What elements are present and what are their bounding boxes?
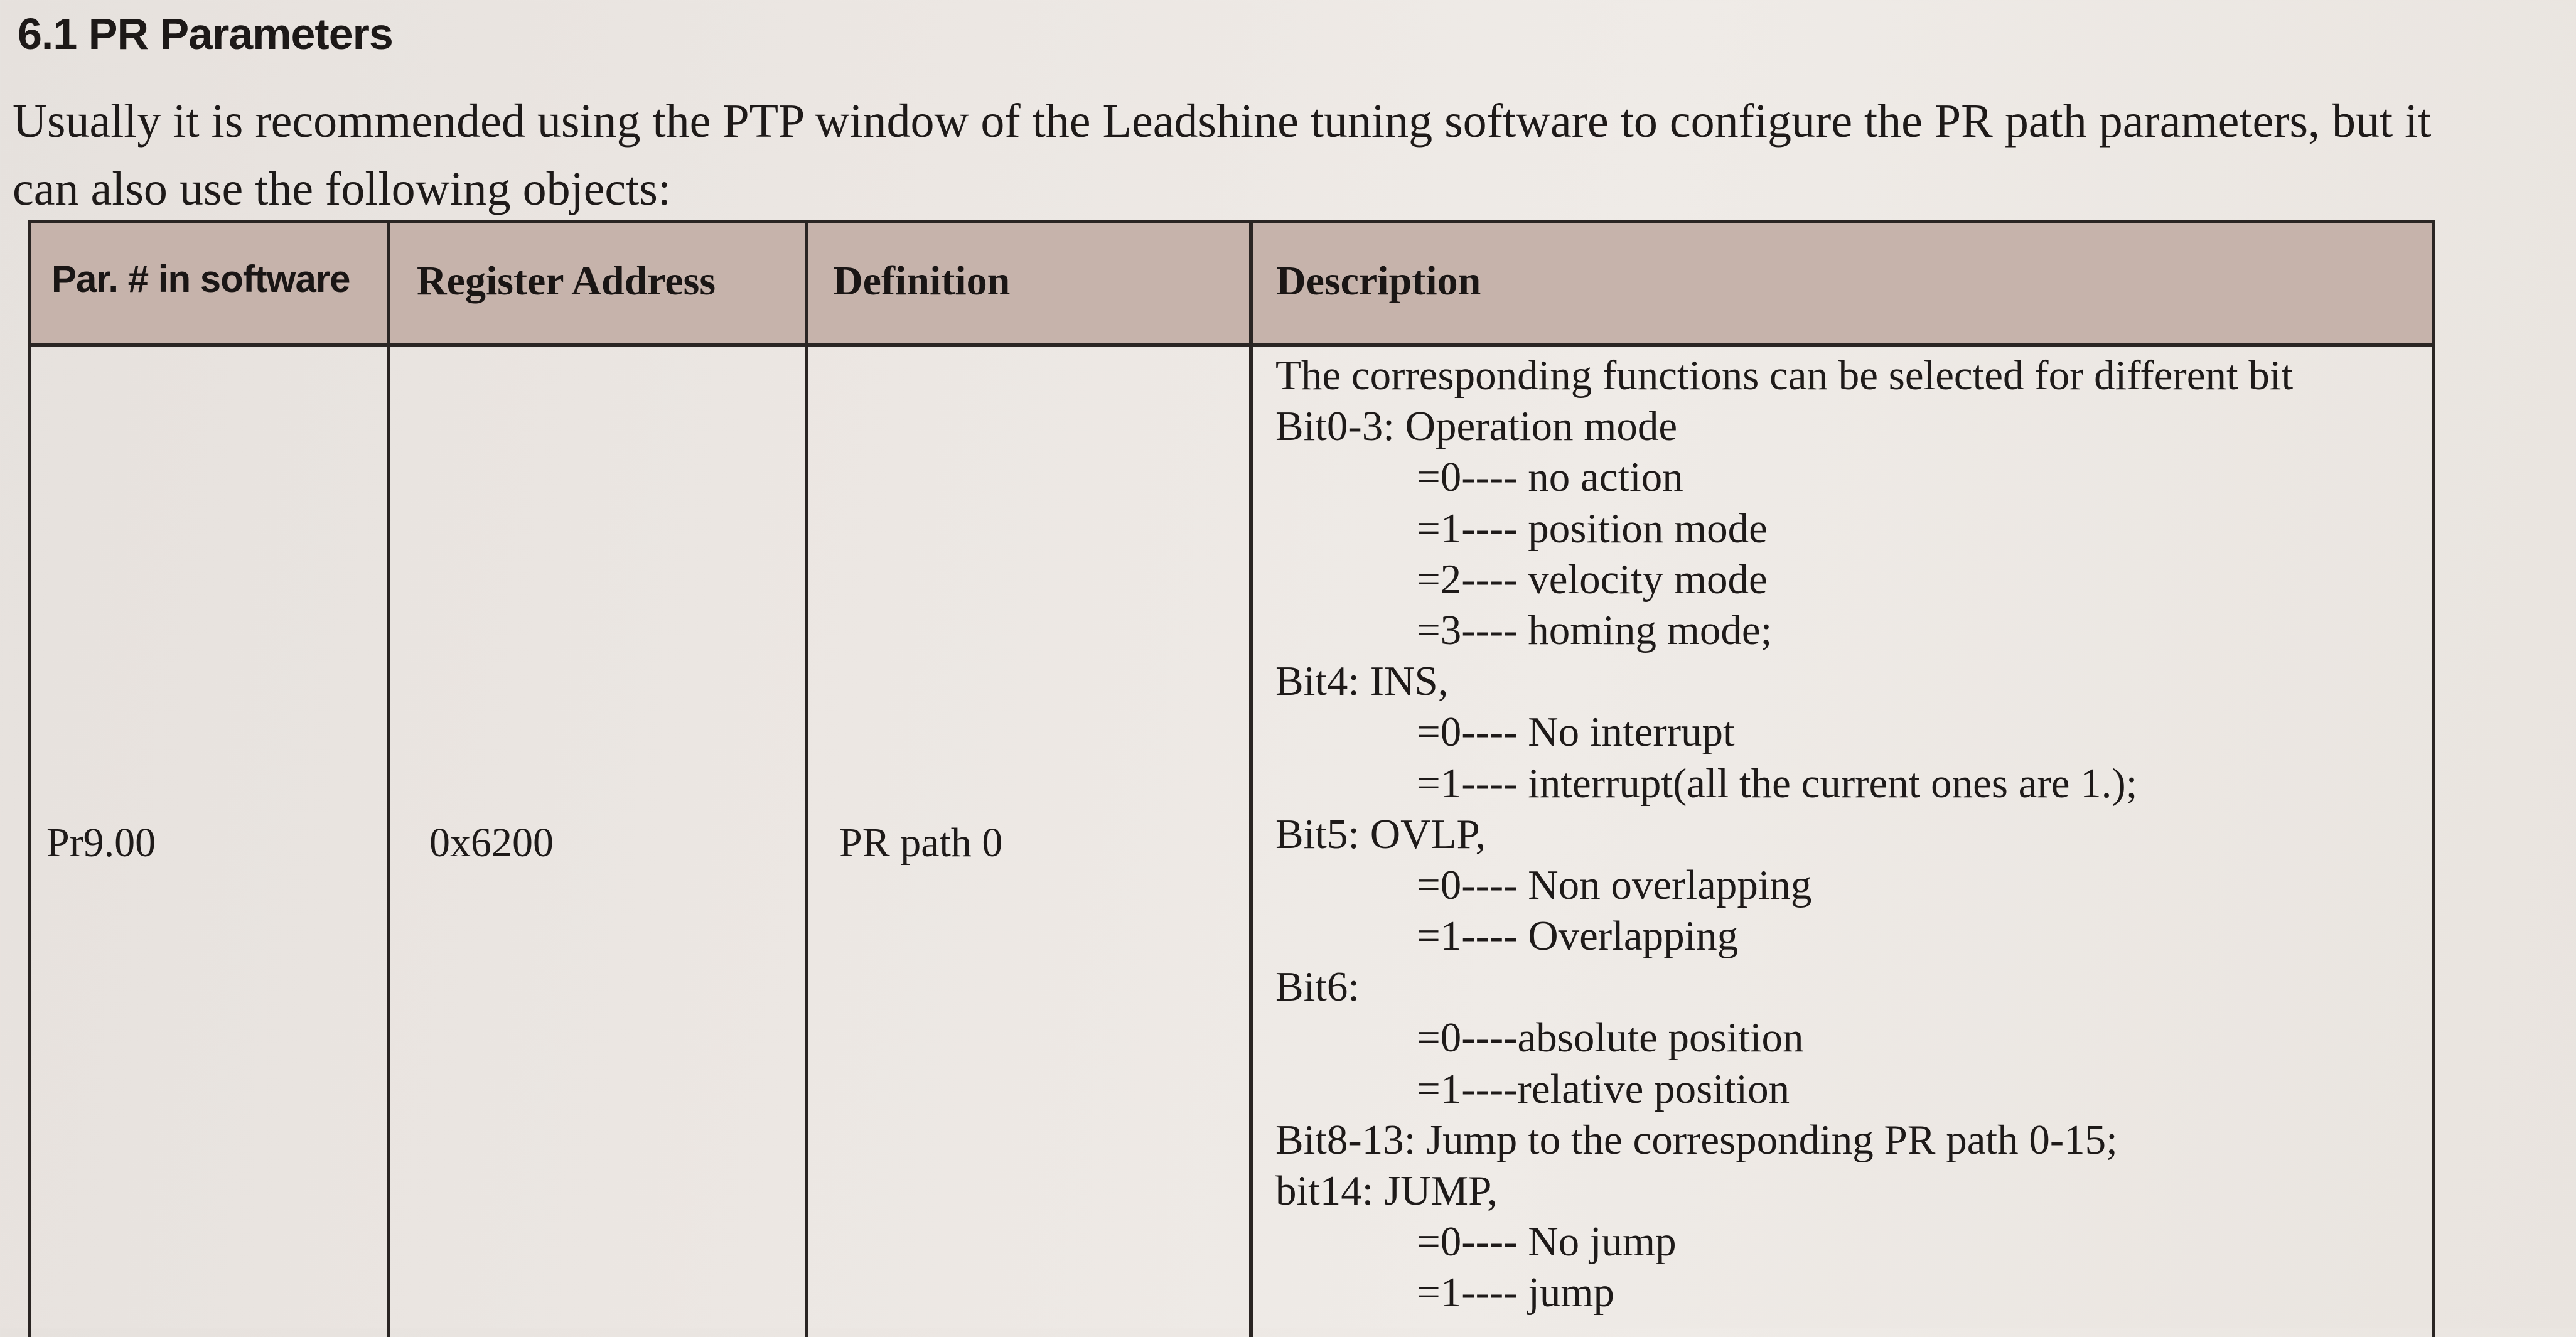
intro-text-line-2: can also use the following objects: [13,163,671,215]
column-border-1 [387,220,390,1337]
description-line: Bit8-13: Jump to the corresponding PR path 0-15; [1275,1116,2118,1163]
description-line: Bit0-3: Operation mode [1275,403,1678,450]
column-border-right [2432,220,2435,1337]
description-line: =1---- jump [1417,1269,1615,1316]
description-line: =0---- No jump [1417,1218,1677,1265]
description-line: =1---- interrupt(all the current ones are 1.); [1417,760,2138,807]
description-line: The corresponding functions can be selected for different bit [1275,352,2294,399]
pr-parameters-table [28,220,2435,1337]
column-border-3 [1249,220,1253,1337]
description-line: bit14: JUMP, [1275,1168,1498,1214]
cell-definition: PR path 0 [839,820,1003,866]
description-line: =1---- Overlapping [1417,913,1739,960]
description-line: Bit4: INS, [1275,658,1449,705]
column-border-2 [805,220,808,1337]
description-line: Bit6: [1275,964,1360,1011]
column-border-left [28,220,31,1337]
cell-par-number: Pr9.00 [46,820,156,866]
description-line: =0---- no action [1417,454,1683,501]
description-line: =2---- velocity mode [1417,556,1768,603]
description-line: =0----absolute position [1417,1014,1804,1061]
header-definition: Definition [833,258,1011,304]
header-description: Description [1276,258,1481,304]
cell-register-address: 0x6200 [429,820,554,866]
header-par-number: Par. # in software [51,258,350,300]
description-line: =0---- Non overlapping [1417,861,1812,908]
cell-description [1275,350,2293,1319]
section-heading: 6.1 PR Parameters [18,9,393,58]
header-register-address: Register Address [417,258,716,304]
intro-text-line-1: Usually it is recommended using the PTP window of the Leadshine tuning software to configure the PR path parameters, but it [13,95,2432,148]
description-line: =0---- No interrupt [1417,709,1735,756]
description-line: Bit5: OVLP, [1275,810,1486,857]
description-line: =3---- homing mode; [1417,606,1773,653]
description-line: =1---- position mode [1417,505,1768,552]
description-line: =1----relative position [1417,1065,1790,1112]
